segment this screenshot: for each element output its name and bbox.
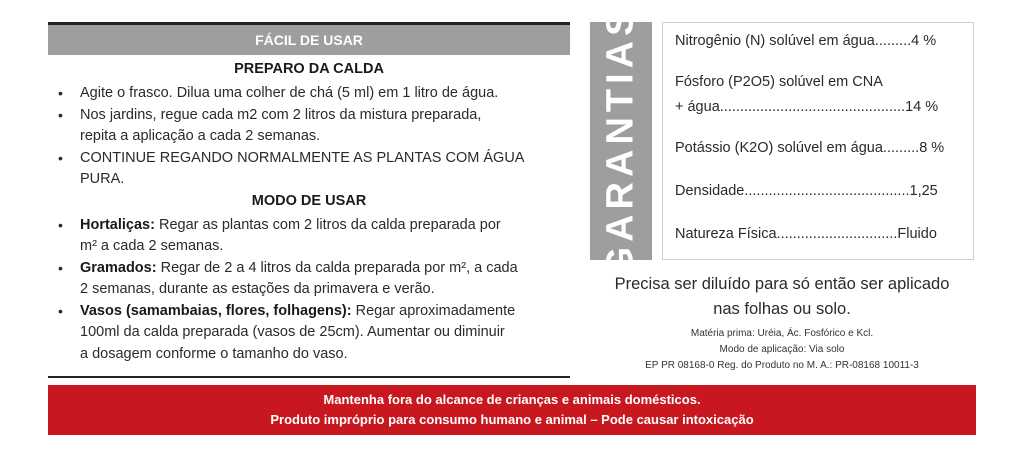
warning-line-2: Produto impróprio para consumo humano e animal – Pode causar intoxicação: [270, 412, 754, 427]
garantias-label: GARANTIAS: [599, 5, 642, 277]
garantia-potassio: Potássio (K2O) solúvel em água.........8 %: [675, 140, 945, 156]
bullet-icon: •: [58, 149, 63, 166]
preparo-title: PREPARO DA CALDA: [234, 61, 384, 77]
garantia-fosforo: Fósforo (P2O5) solúvel em CNA + água..............................................14 %: [675, 74, 939, 115]
garantias-box: [662, 22, 974, 260]
application-note: [590, 272, 974, 374]
garantia-natureza: Natureza Física..............................Fluido: [675, 226, 937, 242]
note-line-1: Precisa ser diluído para só então ser aplicado: [614, 275, 950, 293]
list-item: • Hortaliças: Regar as plantas com 2 litros da calda preparada por m² a cada 2 semanas.: [58, 216, 501, 254]
list-item: • Agite o frasco. Dilua uma colher de chá (5 ml) em 1 litro de água.: [56, 83, 570, 105]
bullet-icon: •: [58, 106, 63, 123]
list-item: • CONTINUE REGANDO NORMALMENTE AS PLANTAS COM ÁGUA PURA.: [58, 149, 525, 187]
bottom-divider: [48, 376, 570, 378]
garantias-panel: [590, 5, 974, 277]
usage-panel: [48, 22, 570, 378]
warning-line-1: Mantenha fora do alcance de crianças e animais domésticos.: [323, 392, 701, 407]
modo-aplicacao: Modo de aplicação: Via solo: [719, 344, 845, 355]
note-line-2: nas folhas ou solo.: [713, 300, 851, 318]
garantia-densidade: Densidade.........................................1,25: [675, 183, 938, 199]
bullet-icon: •: [58, 216, 63, 233]
usage-header: FÁCIL DE USAR: [48, 25, 570, 55]
modo-list: [48, 215, 570, 366]
garantia-nitrogenio: Nitrogênio (N) solúvel em água.........4 %: [675, 33, 937, 49]
list-item: • Gramados: Regar de 2 a 4 litros da calda preparada por m², a cada 2 semanas, durante as estações da primavera e verão.: [58, 259, 518, 297]
warning-bar: [48, 385, 976, 435]
bullet-icon: •: [58, 85, 63, 101]
list-item: • Nos jardins, regue cada m2 com 2 litros da mistura preparada, repita a aplicação a cada 2 semanas.: [58, 106, 482, 144]
materia-prima: Matéria prima: Uréia, Ác. Fosfórico e Kcl.: [690, 328, 874, 339]
preparo-list: [48, 83, 570, 191]
garantias-label-bar: [590, 5, 652, 277]
bullet-icon: •: [58, 302, 63, 319]
registro: EP PR 08168-0 Reg. do Produto no M. A.: PR-08168 10011-3: [645, 360, 919, 371]
bullet-icon: •: [58, 259, 63, 276]
modo-title: MODO DE USAR: [251, 192, 367, 209]
list-item: • Vasos (samambaias, flores, folhagens): Regar aproximadamente 100ml da calda preparada (vasos de 25cm). Aumentar ou diminuir a dosagem conforme o tamanho do vaso.: [58, 302, 516, 362]
